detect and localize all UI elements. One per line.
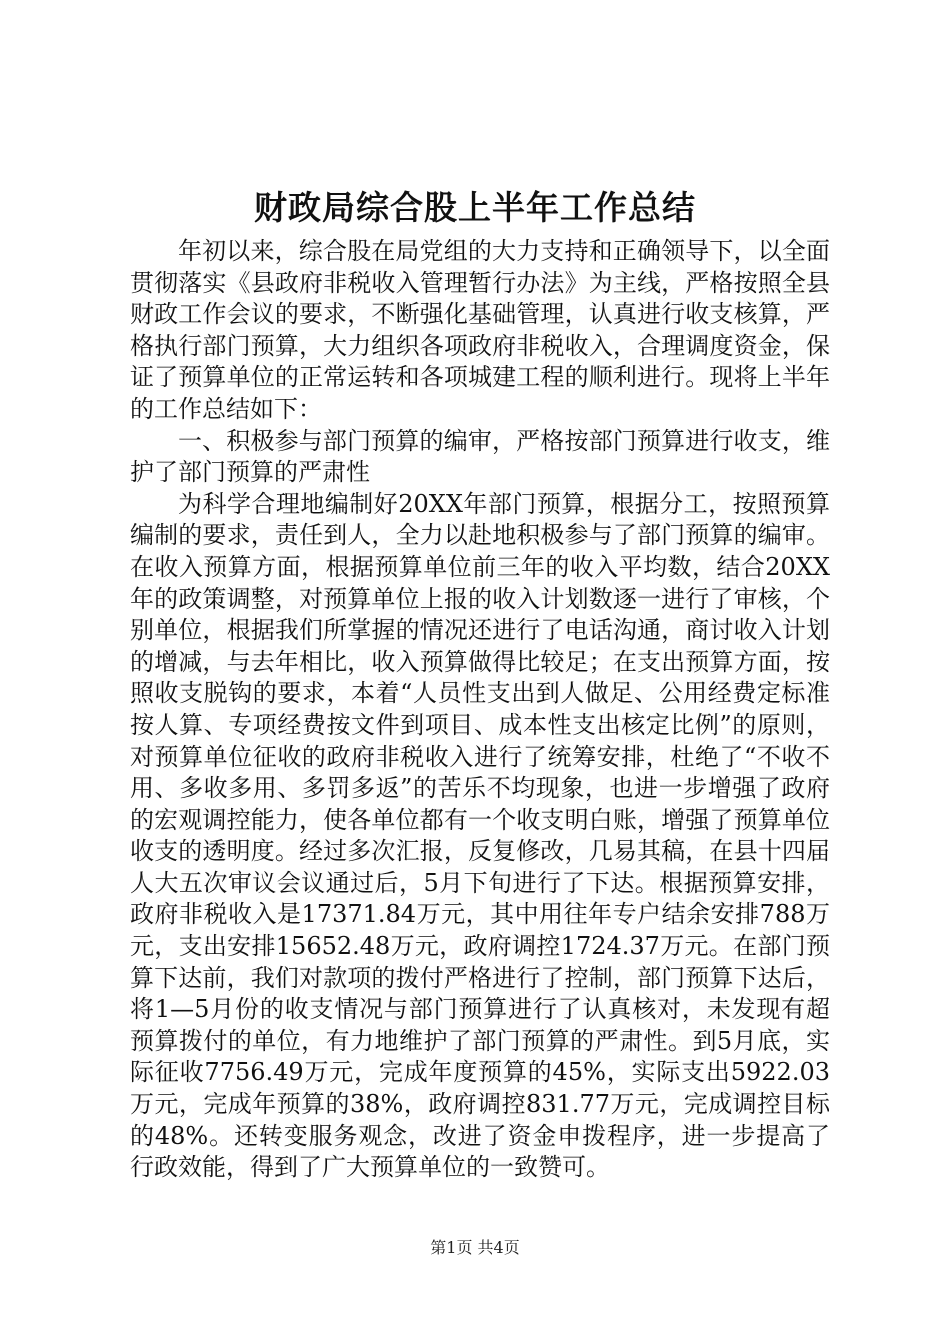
- document-title: 财政局综合股上半年工作总结: [254, 188, 696, 227]
- intro-paragraph: 年初以来，综合股在局党组的大力支持和正确领导下，以全面贯彻落实《县政府非税收入管理暂行办法》为主线，严格按照全县财政工作会议的要求，不断强化基础管理，认真进行收支核算，严格执行部门预算，大力组织各项政府非税收入，合理调度资金，保证了预算单位的正常运转和各项城建工程的顺利进行。现将上半年的工作总结如下：: [130, 237, 830, 423]
- document-body: [130, 236, 830, 1184]
- section-1-paragraph: 为科学合理地编制好20XX年部门预算，根据分工，按照预算编制的要求，责任到人，全力以赴地积极参与了部门预算的编审。在收入预算方面，根据预算单位前三年的收入平均数，结合20XX年的政策调整，对预算单位上报的收入计划数逐一进行了审核，个别单位，根据我们所掌握的情况还进行了电话沟通，商讨收入计划的增减，与去年相比，收入预算做得比较足；在支出预算方面，按照收支脱钩的要求，本着“人员性支出到人做足、公用经费定标准按人算、专项经费按文件到项目、成本性支出核定比例”的原则，对预算单位征收的政府非税收入进行了统筹安排，杜绝了“不收不用、多收多用、多罚多返”的苦乐不均现象，也进一步增强了政府的宏观调控能力，使各单位都有一个收支明白账，增强了预算单位收支的透明度。经过多次汇报，反复修改，几易其稿，在县十四届人大五次审议会议通过后，5月下旬进行了下达。根据预算安排，政府非税收入是17371.84万元，其中用往年专户结余安排788万元，支出安排15652.48万元，政府调控1724.37万元。在部门预算下达前，我们对款项的拨付严格进行了控制，部门预算下达后，将1—5月份的收支情况与部门预算进行了认真核对，未发现有超预算拨付的单位，有力地维护了部门预算的严肃性。到5月底，实际征收7756.49万元，完成年度预算的45%，实际支出5922.03万元，完成年预算的38%，政府调控831.77万元，完成调控目标的48%。还转变服务观念，改进了资金申拨程序，进一步提高了行政效能，得到了广大预算单位的一致赞可。: [130, 489, 830, 1182]
- section-heading-1: 一、积极参与部门预算的编审，严格按部门预算进行收支，维护了部门预算的严肃性: [130, 426, 830, 487]
- page-footer: 第1页 共4页: [430, 1238, 520, 1257]
